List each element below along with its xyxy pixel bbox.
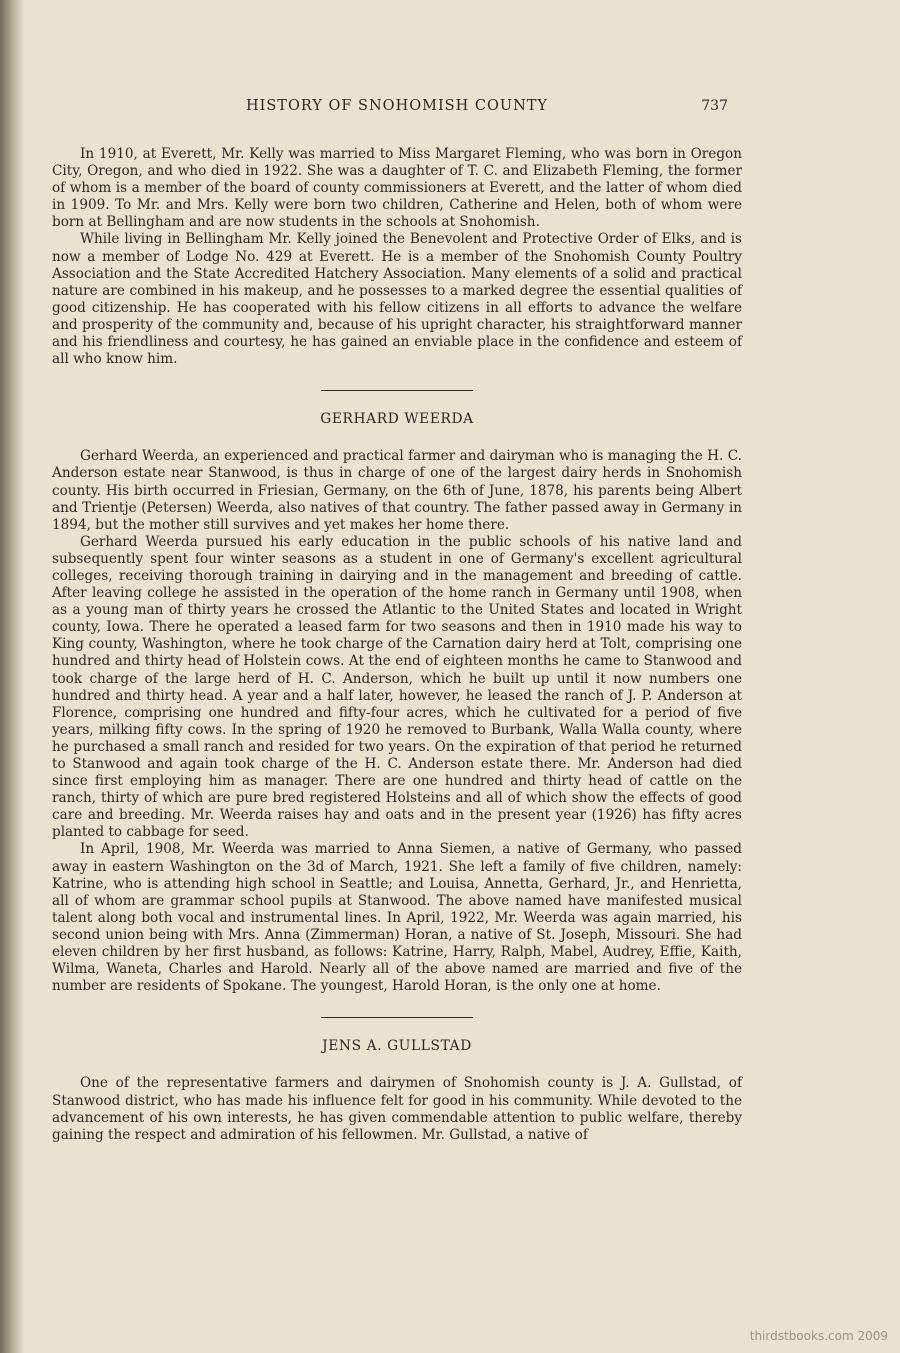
gullstad-biography bbox=[52, 1075, 742, 1143]
kelly-biography bbox=[52, 146, 742, 368]
weerda-biography bbox=[52, 448, 742, 995]
watermark: thirdstbooks.com 2009 bbox=[749, 1329, 888, 1343]
paragraph: In April, 1908, Mr. Weerda was married to Anna Siemen, a native of Germany, who passed away in eastern Washington on the 3d of March, 1921. She left a family of five children, namely: Katrine, who is attending high school in Seattle; and Louisa, Annetta, Gerhard, Jr., and Henrietta, all of whom are grammar school pupils at Stanwood. The above named have manifested musical talent along both vocal and instrumental lines. In April, 1922, Mr. Weerda was again married, his second union being with Mrs. Anna (Zimmerman) Horan, a native of St. Joseph, Missouri. She had eleven children by her first husband, as follows: Katrine, Harry, Ralph, Mabel, Audrey, Effie, Kaith, Wilma, Waneta, Charles and Harold. Nearly all of the above named are married and five of the number are residents of Spokane. The youngest, Harold Horan, is the only one at home. bbox=[52, 841, 742, 995]
running-header bbox=[52, 98, 742, 126]
section-heading: JENS A. GULLSTAD bbox=[322, 1038, 472, 1055]
section-heading: GERHARD WEERDA bbox=[320, 411, 474, 428]
section-divider bbox=[321, 1017, 473, 1018]
page-number: 737 bbox=[701, 98, 728, 114]
paragraph: While living in Bellingham Mr. Kelly joined the Benevolent and Protective Order of Elks, and is now a member of Lodge No. 429 at Everett. He is a member of the Snohomish County Poultry Association and the State Accredited Hatchery Association. Many elements of a solid and practical nature are combined in his makeup, and he possesses to a marked degree the essential qualities of good citizenship. He has cooperated with his fellow citizens in all efforts to advance the welfare and prosperity of the community and, because of his upright character, his straightforward manner and his friendliness and courtesy, he has gained an enviable place in the confidence and esteem of all who know him. bbox=[52, 231, 742, 368]
book-page bbox=[52, 98, 742, 1144]
paragraph: Gerhard Weerda, an experienced and practical farmer and dairyman who is managing the H. C. Anderson estate near Stanwood, is thus in charge of one of the largest dairy herds in Snohomish county. His birth occurred in Friesian, Germany, on the 6th of June, 1878, his parents being Albert and Trientje (Petersen) Weerda, also natives of that country. The father passed away in Germany in 1894, but the mother still survives and yet makes her home there. bbox=[52, 448, 742, 533]
paragraph: Gerhard Weerda pursued his early education in the public schools of his native land and subsequently spent four winter seasons as a student in one of Germany's excellent agricultural colleges, receiving thorough training in dairying and in the management and breeding of cattle. After leaving college he assisted in the operation of the home ranch in Germany until 1908, when as a young man of thirty years he crossed the Atlantic to the United States and located in Wright county, Iowa. There he operated a leased farm for two seasons and then in 1910 made his way to King county, Washington, where he took charge of the Carnation dairy herd at Tolt, comprising one hundred and thirty head of Holstein cows. At the end of eighteen months he came to Stanwood and took charge of the large herd of H. C. Anderson, which he built up until it now numbers one hundred and thirty head. A year and a half later, however, he leased the ranch of J. P. Anderson at Florence, comprising one hundred and fifty-four acres, which he cultivated for a period of five years, milking fifty cows. In the spring of 1920 he removed to Burbank, Walla Walla county, where he purchased a small ranch and resided for two years. On the expiration of that period he returned to Stanwood and again took charge of the H. C. Anderson estate there. Mr. Anderson had died since first employing him as manager. There are one hundred and thirty head of cattle on the ranch, thirty of which are pure bred registered Holsteins and all of which show the effects of good care and breeding. Mr. Weerda raises hay and oats and in the present year (1926) has fifty acres planted to cabbage for seed. bbox=[52, 533, 742, 841]
section-divider bbox=[321, 390, 473, 391]
paragraph: One of the representative farmers and dairymen of Snohomish county is J. A. Gullstad, of Stanwood district, who has made his influence felt for good in his community. While devoted to the advancement of his own interests, he has given commendable attention to public welfare, thereby gaining the respect and admiration of his fellowmen. Mr. Gullstad, a native of bbox=[52, 1075, 742, 1143]
running-header-title: HISTORY OF SNOHOMISH COUNTY bbox=[245, 98, 548, 114]
binding-gutter-shadow bbox=[0, 0, 24, 1353]
paragraph: In 1910, at Everett, Mr. Kelly was married to Miss Margaret Fleming, who was born in Oregon City, Oregon, and who died in 1922. She was a daughter of T. C. and Elizabeth Fleming, the former of whom is a member of the board of county commissioners at Everett, and the latter of whom died in 1909. To Mr. and Mrs. Kelly were born two children, Catherine and Helen, both of whom were born at Bellingham and are now students in the schools at Snohomish. bbox=[52, 146, 742, 231]
